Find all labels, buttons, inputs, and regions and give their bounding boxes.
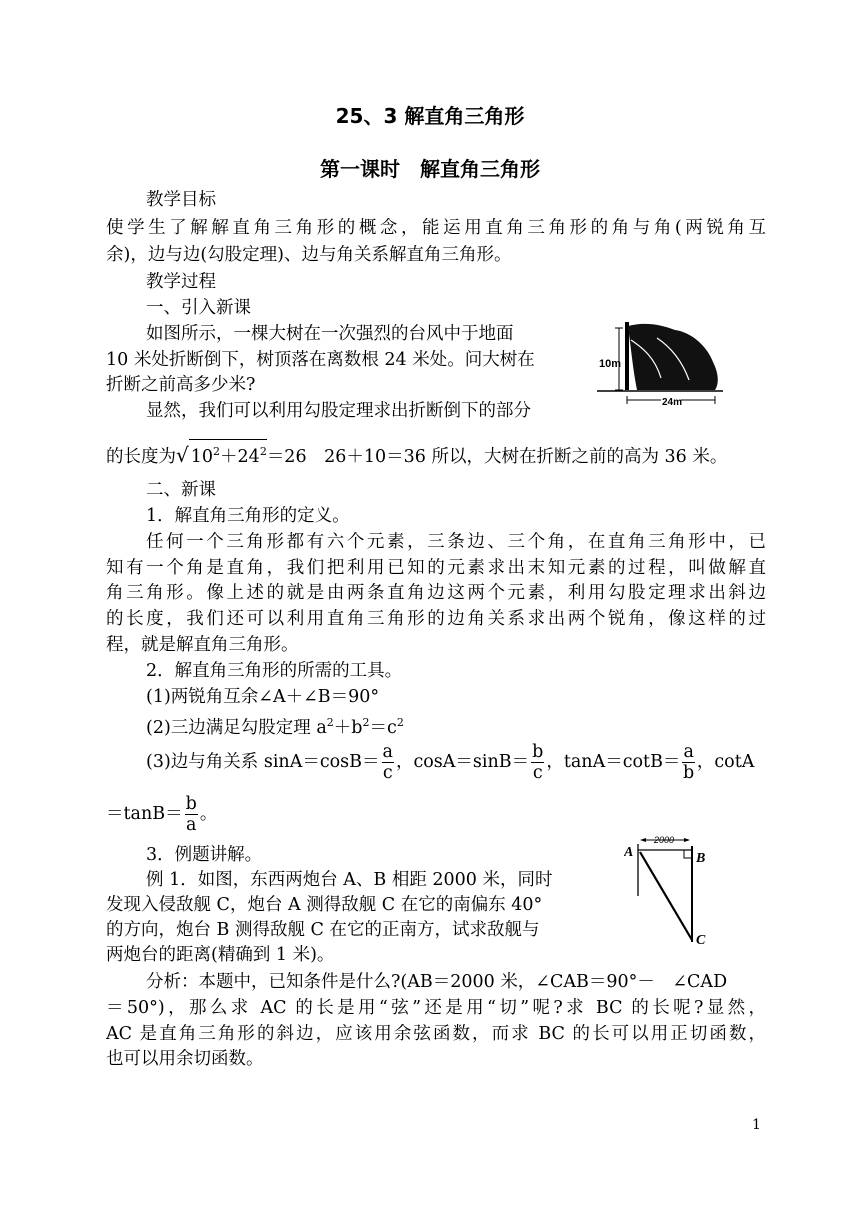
distance-label: 2000 bbox=[654, 835, 675, 845]
intro-line-3: 折断之前高多少米? bbox=[106, 375, 256, 395]
page-title: 25、3 解直角三角形 bbox=[335, 104, 525, 128]
definition-line-2: 知有一个角是直角，我们把利用已知的元素求出末知元素的过程，叫做解直 bbox=[106, 558, 766, 578]
sqrt-expression: $10^2+24^2$ bbox=[189, 439, 267, 469]
battery-ship-figure bbox=[624, 832, 716, 948]
fallen-tree-figure bbox=[597, 318, 727, 410]
analysis-line-3: AC 是直角三角形的斜边，应该用余弦函数，而求 BC 的长可以用正切函数， bbox=[106, 1024, 766, 1044]
definition-line-4: 的长度，我们还可以利用直角三角形的边角关系求出两个锐角，像这样的过 bbox=[106, 609, 766, 629]
goal-heading: 教学目标 bbox=[146, 190, 216, 210]
point-b-label: B bbox=[696, 851, 706, 866]
tree-base-label: 24m bbox=[662, 397, 683, 408]
analysis-line-1: 分析：本题中，已知条件是什么?(AB＝2000 米，∠CAB＝90°－ ∠CAD bbox=[146, 972, 728, 992]
definition-heading: 1．解直角三角形的定义。 bbox=[146, 506, 350, 526]
tool-3: (3)边与角关系 sinA＝cosB＝ $\frac{a}{c}$ ，cosA＝sinB＝ $\frac{b}{c}$ ，tanA＝cotB＝ $\frac{a}{b}$ ，cotA bbox=[146, 742, 755, 783]
tool-3-continued: ＝tanB＝ $\frac{b}{a}$ 。 bbox=[106, 794, 218, 835]
example-line-3: 的方向，炮台 B 测得敌舰 C 在它的正南方，试求敌舰与 bbox=[106, 920, 540, 940]
analysis-line-4: 也可以用余切函数。 bbox=[106, 1049, 264, 1069]
tool-2: (2)三边满足勾股定理 $a^2+b^2=c^2$ bbox=[146, 716, 404, 738]
definition-line-5: 程，就是解直角三角形。 bbox=[106, 635, 299, 655]
tool-1: (1)两锐角互余∠A＋∠B＝90° bbox=[146, 687, 380, 707]
calculation-line: 的长度为√ $10^2+24^2=26$ 26＋10＝36 所以，大树在折断之前的高为 36 米。 bbox=[106, 439, 727, 469]
intro-heading: 一、引入新课 bbox=[146, 298, 251, 318]
lesson-subtitle: 第一课时 解直角三角形 bbox=[320, 157, 540, 181]
intro-line-4: 显然，我们可以利用勾股定理求出折断倒下的部分 bbox=[146, 401, 531, 421]
fraction-a-over-b: $\frac{a}{b}$ bbox=[683, 742, 695, 783]
point-a-label: A bbox=[624, 845, 634, 860]
point-c-label: C bbox=[696, 933, 706, 948]
tree-height-label: 10m bbox=[599, 358, 622, 370]
example-heading: 3．例题讲解。 bbox=[146, 845, 263, 865]
fraction-b-over-c: $\frac{b}{c}$ bbox=[532, 742, 544, 783]
definition-line-1: 任何一个三角形都有六个元素，三条边、三个角，在直角三角形中，已 bbox=[146, 532, 766, 552]
fallen-crown bbox=[628, 324, 718, 390]
new-lesson-heading: 二、新课 bbox=[146, 480, 216, 500]
example-line-4: 两炮台的距离(精确到 1 米)。 bbox=[106, 945, 335, 965]
fraction-b-over-a: $\frac{b}{a}$ bbox=[185, 794, 197, 835]
analysis-line-2: ＝50°)，那么求 AC 的长是用“弦”还是用“切”呢?求 BC 的长呢?显然， bbox=[106, 998, 766, 1018]
example-line-2: 发现入侵敌舰 C，炮台 A 测得敌舰 C 在它的南偏东 40° bbox=[106, 895, 543, 915]
tools-heading: 2．解直角三角形的所需的工具。 bbox=[146, 661, 403, 681]
goal-line-1: 使学生了解解直角三角形的概念，能运用直角三角形的角与角(两锐角互 bbox=[106, 218, 766, 238]
process-heading: 教学过程 bbox=[146, 272, 216, 292]
intro-line-1: 如图所示，一棵大树在一次强烈的台风中于地面 bbox=[146, 324, 514, 344]
goal-line-2: 余)，边与边(勾股定理)、边与角关系解直角三角形。 bbox=[106, 245, 512, 265]
fraction-a-over-c: $\frac{a}{c}$ bbox=[382, 742, 393, 783]
intro-line-2: 10 米处折断倒下，树顶落在离数根 24 米处。问大树在 bbox=[106, 350, 535, 370]
example-line-1: 例 1．如图，东西两炮台 A、B 相距 2000 米，同时 bbox=[146, 870, 553, 890]
page-number: 1 bbox=[752, 1117, 761, 1133]
definition-line-3: 角三角形。像上述的就是由两条直角边这两个元素，利用勾股定理求出斜边 bbox=[106, 583, 766, 603]
